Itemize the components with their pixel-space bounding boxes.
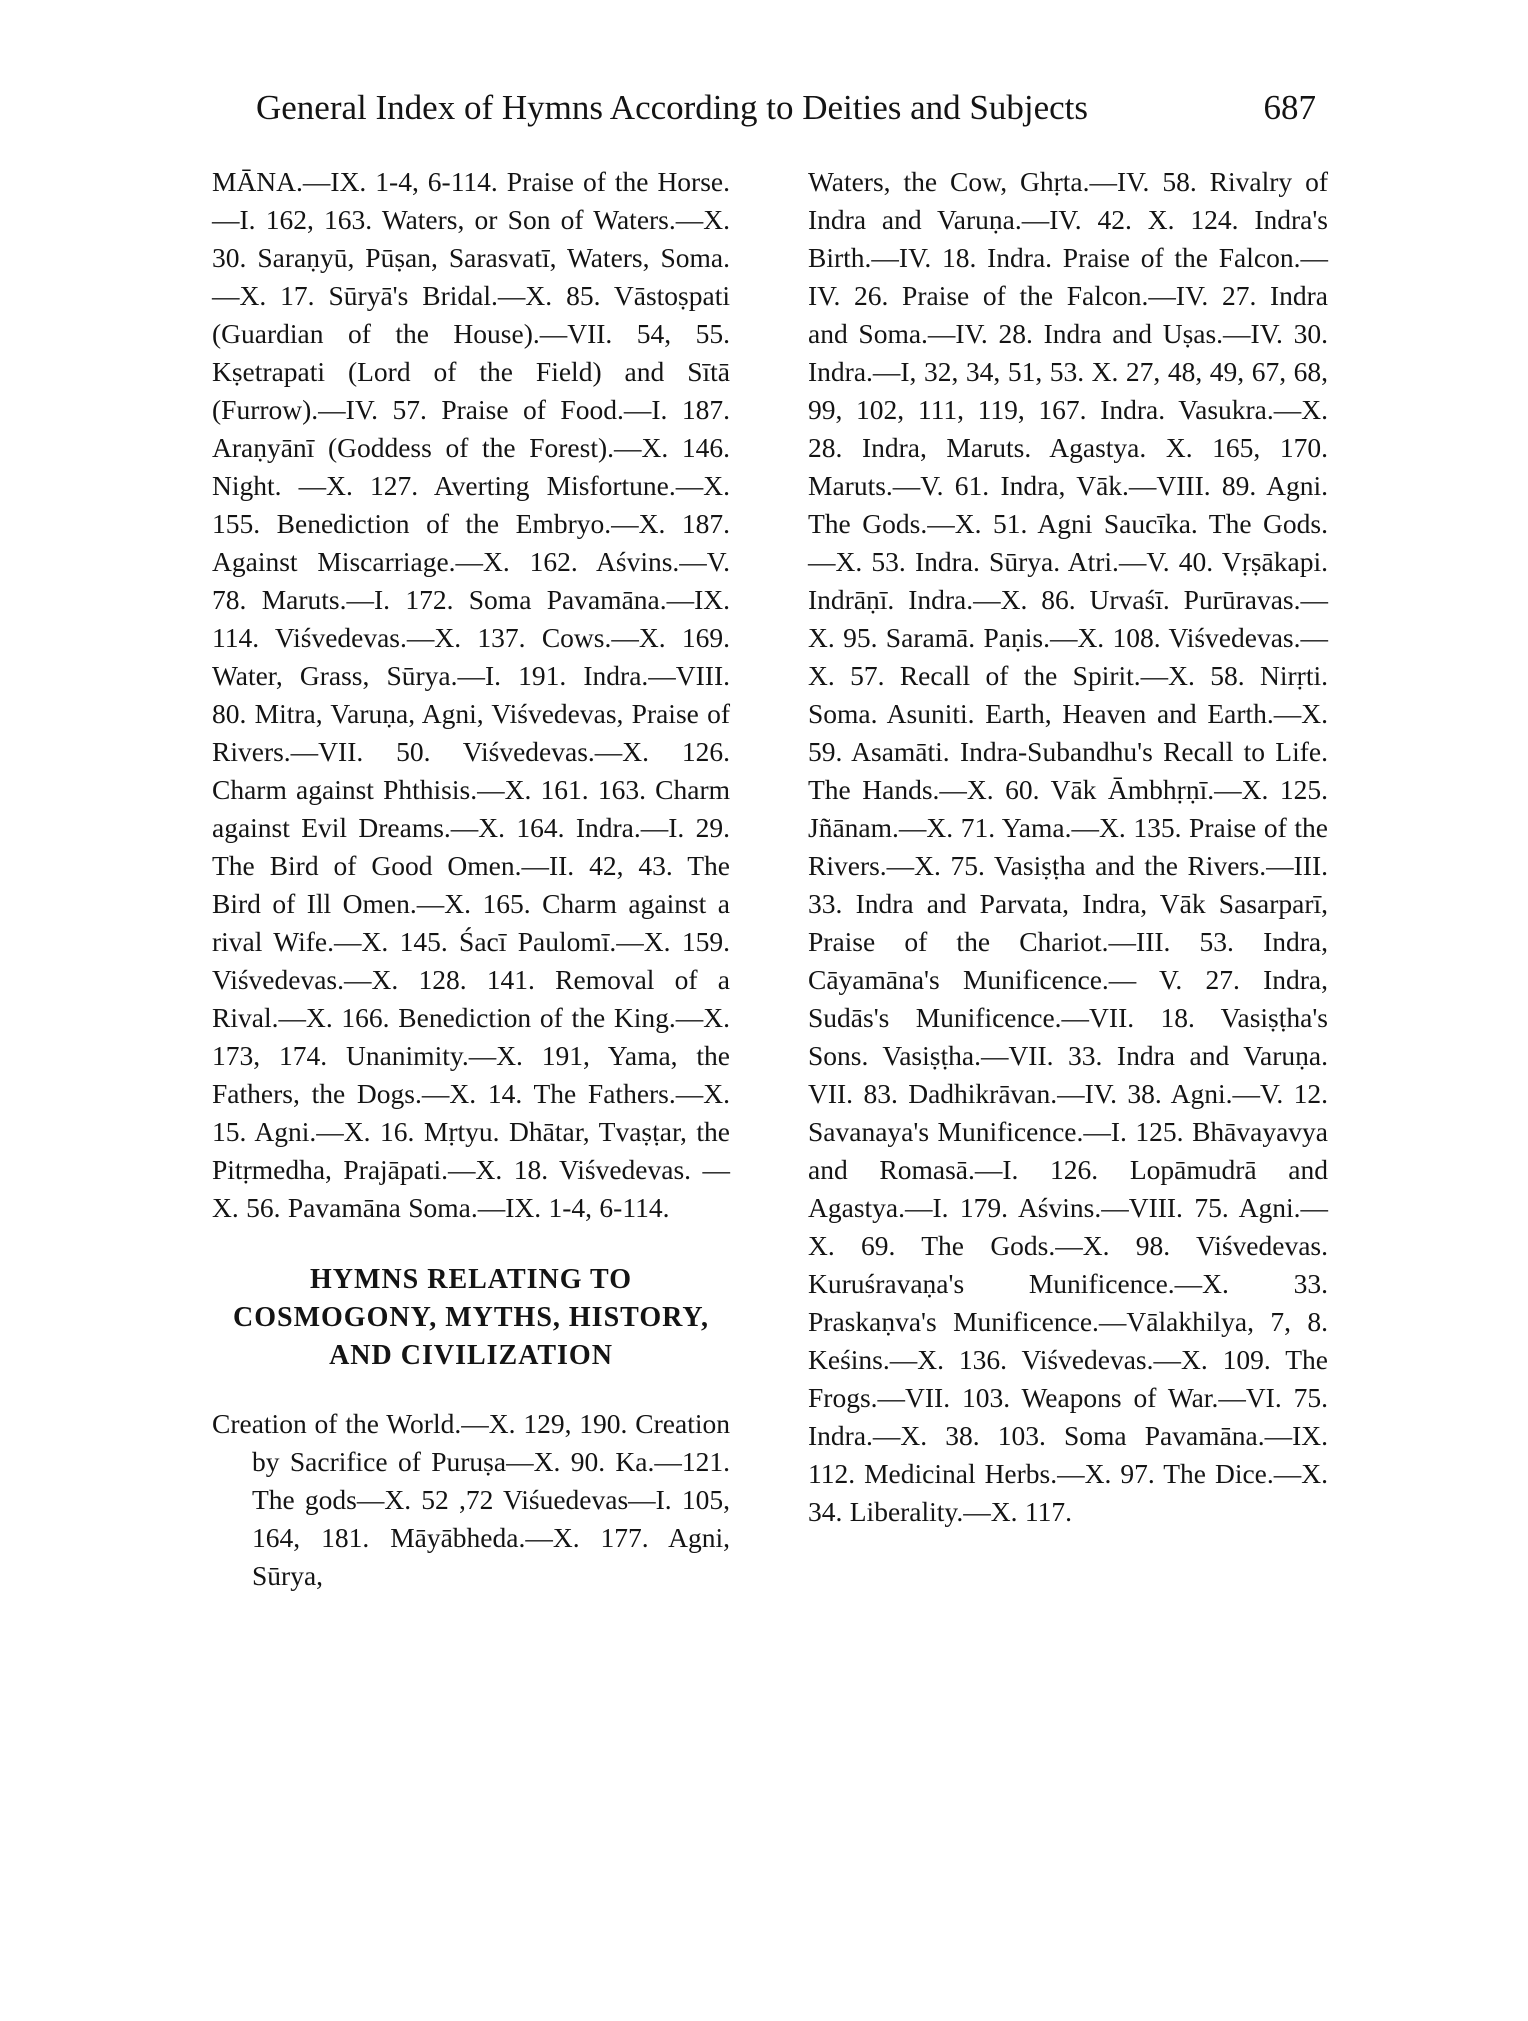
running-head-title: General Index of Hymns According to Deities and Subjects (256, 88, 1089, 127)
right-column-continued-text: Waters, the Cow, Ghṛta.—IV. 58. Rivalry of Indra and Varuṇa.—IV. 42. X. 124. Indra's Birth.—IV. 18. Indra. Praise of the Falcon.—IV. 26. Praise of the Falcon.—IV. 27. Indra and Soma.—IV. 28. Indra and Uṣas.—IV. 30. Indra.—I, 32, 34, 51, 53. X. 27, 48, 49, 67, 68, 99, 102, 111, 119, 167. Indra. Vasukra.—X. 28. Indra, Maruts. Agastya. X. 165, 170. Maruts.—V. 61. Indra, Vāk.—VIII. 89. Agni. The Gods.—X. 51. Agni Saucīka. The Gods.—X. 53. Indra. Sūrya. Atri.—V. 40. Vṛṣākapi. Indrāṇī. Indra.—X. 86. Urvaśī. Purūravas.—X. 95. Saramā. Paṇis.—X. 108. Viśvedevas.—X. 57. Recall of the Spirit.—X. 58. Nirṛti. Soma. Asuniti. Earth, Heaven and Earth.—X. 59. Asamāti. Indra-Subandhu's Recall to Life. The Hands.—X. 60. Vāk Āmbhṛṇī.—X. 125. Jñānam.—X. 71. Yama.—X. 135. Praise of the Rivers.—X. 75. Vasiṣṭha and the Rivers.—III. 33. Indra and Parvata, Indra, Vāk Sasarparī, Praise of the Chariot.—III. 53. Indra, Cāyamāna's Munificence.— V. 27. Indra, Sudās's Munificence.—VII. 18. Vasiṣṭha's Sons. Vasiṣṭha.—VII. 33. Indra and Varuṇa. VII. 83. Dadhikrāvan.—IV. 38. Agni.—V. 12. Savanaya's Munificence.—I. 125. Bhāvayavya and Romasā.—I. 126. Lopāmudrā and Agastya.—I. 179. Aśvins.—VIII. 75. Agni.—X. 69. The Gods.—X. 98. Viśvedevas. Kuruśravaṇa's Munificence.—X. 33. Praskaṇva's Munificence.—Vālakhilya, 7, 8. Keśins.—X. 136. Viśvedevas.—X. 109. The Frogs.—VII. 103. Weapons of War.—VI. 75. Indra.—X. 38. 103. Soma Pavamāna.—IX. 112. Medicinal Herbs.—X. 97. The Dice.—X. 34. Liberality.—X. 117. (808, 166, 1328, 1527)
section-heading: HYMNS RELATING TO COSMOGONY, MYTHS, HISTORY, AND CIVILIZATION (233, 1264, 709, 1371)
right-column (808, 163, 1328, 1531)
left-column (212, 163, 730, 1595)
page-number: 687 (1263, 88, 1316, 127)
left-column-continued-text: MĀNA.—IX. 1-4, 6-114. Praise of the Horse.—I. 162, 163. Waters, or Son of Waters.—X. 30. Saraṇyū, Pūṣan, Sarasvatī, Waters, Soma.—X. 17. Sūryā's Bridal.—X. 85. Vāstoṣpati (Guardian of the House).—VII. 54, 55. Kṣetrapati (Lord of the Field) and Sītā (Furrow).—IV. 57. Praise of Food.—I. 187. Araṇyānī (Goddess of the Forest).—X. 146. Night. —X. 127. Averting Misfortune.—X. 155. Benediction of the Embryo.—X. 187. Against Miscarriage.—X. 162. Aśvins.—V. 78. Maruts.—I. 172. Soma Pavamāna.—IX. 114. Viśvedevas.—X. 137. Cows.—X. 169. Water, Grass, Sūrya.—I. 191. Indra.—VIII. 80. Mitra, Varuṇa, Agni, Viśvedevas, Praise of Rivers.—VII. 50. Viśvedevas.—X. 126. Charm against Phthisis.—X. 161. 163. Charm against Evil Dreams.—X. 164. Indra.—I. 29. The Bird of Good Omen.—II. 42, 43. The Bird of Ill Omen.—X. 165. Charm against a rival Wife.—X. 145. Śacī Paulomī.—X. 159. Viśvedevas.—X. 128. 141. Removal of a Rival.—X. 166. Benediction of the King.—X. 173, 174. Unanimity.—X. 191, Yama, the Fathers, the Dogs.—X. 14. The Fathers.—X. 15. Agni.—X. 16. Mṛtyu. Dhātar, Tvaṣṭar, the Pitṛmedha, Prajāpati.—X. 18. Viśvedevas. —X. 56. Pavamāna Soma.—IX. 1-4, 6-114. (212, 166, 730, 1223)
index-entry-creation: Creation of the World.—X. 129, 190. Creation by Sacrifice of Puruṣa—X. 90. Ka.—121. The gods—X. 52 ,72 Viśuedevas—I. 105, 164, 181. Māyābheda.—X. 177. Agni, Sūrya, (212, 1408, 730, 1591)
running-head (256, 86, 1316, 130)
